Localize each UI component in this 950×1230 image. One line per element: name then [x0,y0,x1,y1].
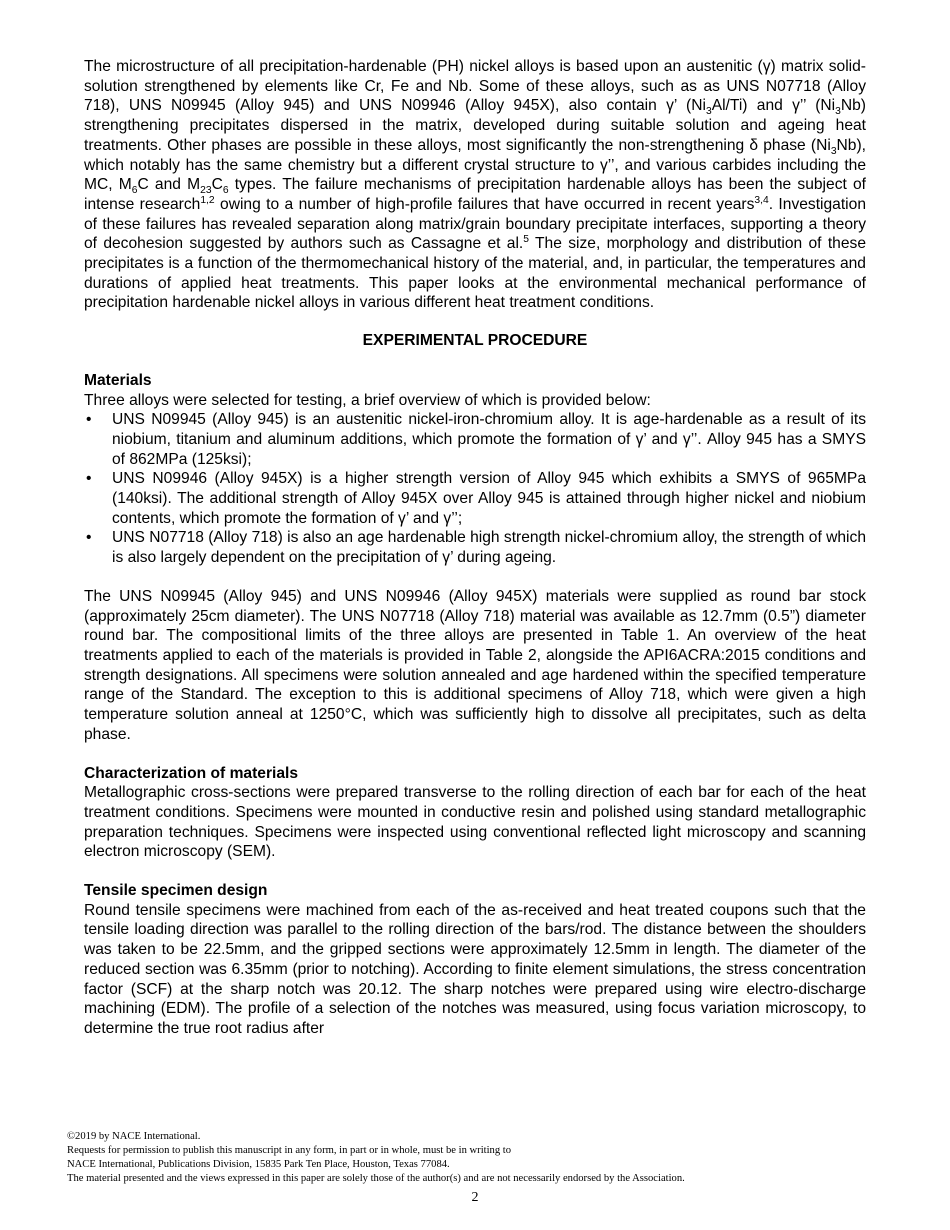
characterization-paragraph: Metallographic cross-sections were prepared transverse to the rolling direction of each bar for each of the heat treatment conditions. Specimens were mounted in conductive resin and polished using standard metallographic preparation techniques. Specimens were inspected using conventional reflected light microscopy and scanning electron microscopy (SEM). [84,784,866,861]
materials-heading: Materials [84,371,152,389]
intro-text: Al/Ti) and γ’’ (Ni [711,97,836,115]
characterization-heading: Characterization of materials [84,764,299,782]
footer-address: NACE International, Publications Division, 15835 Park Ten Place, Houston, Texas 77084. [67,1159,450,1170]
citation-superscript: 3,4 [754,194,769,206]
intro-text: Nb), which notably has the same chemistry but a different crystal structure to γ’’, and various carbides including the MC, M [84,136,866,194]
tensile-paragraph: Round tensile specimens were machined from each of the as-received and heat treated coupons such that the tensile loading direction was parallel to the rolling direction of the bars/rod. The distance between the shoulders was taken to be 22.5mm, and the gripped sections were approximately 12.5mm in length. The diameter of the reduced section was 6.35mm (prior to notching). According to finite element simulations, the stress concentration factor (SCF) at the sharp notch was 20.12. The sharp notches were prepared using wire electro-discharge machining (EDM). The profile of a selection of the notches was measured, using focus variation microscopy, to determine the true root radius after [84,901,866,1037]
footer-disclaimer: The material presented and the views expressed in this paper are solely those of the author(s) and are not necessarily endorsed by the Association. [67,1173,685,1184]
page-number: 2 [471,1190,479,1205]
intro-text: The microstructure of all precipitation-hardenable (PH) nickel alloys is based upon an austenitic (γ) matrix solid-solution strengthened by elements like Cr, Fe and Nb. Some of these alloys, such as as UNS N07718 (Alloy 718), UNS N09945 (Alloy 945) and UNS N09946 (Alloy 945X), also contain γ’ (Ni [84,58,866,115]
subscript: 6 [222,185,229,197]
list-item-text: UNS N07718 (Alloy 718) is also an age hardenable high strength nickel-chromium alloy, the strength of which is also largely dependent on the precipitation of γ’ during ageing. [112,529,866,567]
bullet: • [86,470,92,488]
list-item [84,469,866,528]
intro-text: C and M [137,176,201,194]
intro-text: types. The failure mechanisms of precipitation hardenable alloys has been the subject of intense research [84,176,867,213]
footer-permission: Requests for permission to publish this manuscript in any form, in part or in whole, must be in writing to [67,1145,512,1156]
copyright-footer [67,1130,887,1186]
list-item [84,528,866,567]
alloy-list [84,410,866,568]
list-item-text: UNS N09946 (Alloy 945X) is a higher strength version of Alloy 945 which exhibits a SMYS of 965MPa (140ksi). The additional strength of Alloy 945X over Alloy 945 is attained through higher nickel and niobium contents, which promote the formation of γ’ and γ’’; [112,470,866,527]
intro-text: . Investigation of these failures has revealed separation along matrix/grain boundary precipitate interfaces, supporting a theory of decohesion suggested by authors such as Cassagne et al. [84,195,866,253]
citation-superscript: 5 [523,234,529,246]
subscript: 23 [200,185,212,197]
tensile-heading: Tensile specimen design [84,882,268,900]
subscript: 6 [131,185,138,197]
intro-text: The size, morphology and distribution of these precipitates is a function of the thermomechanical history of the material, and, in particular, the temperatures and durations of applied heat treatments. This paper looks at the environmental mechanical performance of precipitation hardenable nickel alloys in various different heat treatment conditions. [84,235,866,312]
bullet: • [86,411,92,429]
section-title: EXPERIMENTAL PROCEDURE [362,332,588,350]
intro-text: Nb) strengthening precipitates dispersed in the matrix, developed during suitable solution and ageing heat treatments. Other phases are possible in these alloys, most significantly the non-strengthening δ phase (Ni [84,97,866,154]
footer-copyright: ©2019 by NACE International. [67,1131,201,1142]
subscript: 3 [835,106,841,118]
bullet: • [86,529,92,547]
body-text [84,57,866,1039]
list-item-text: UNS N09945 (Alloy 945) is an austenitic nickel-iron-chromium alloy. It is age-hardenable as a result of its niobium, titanium and aluminum additions, which promote the formation of γ’ and γ’’. Alloy 945 has a SMYS of 862MPa (125ksi); [112,411,866,468]
materials-lead: Three alloys were selected for testing, a brief overview of which is provided below: [84,391,651,409]
intro-text: owing to a number of high-profile failures that have occurred in recent years [214,195,755,213]
list-item [84,410,866,469]
subscript: 3 [830,145,837,157]
intro-paragraph [84,57,866,313]
materials-paragraph: The UNS N09945 (Alloy 945) and UNS N09946 (Alloy 945X) materials were supplied as round bar stock (approximately 25cm diameter). The UNS N07718 (Alloy 718) material was available as 12.7mm (0.5”) diameter round bar. The compositional limits of the three alloys are presented in Table 1. An overview of the heat treatments applied to each of the materials is provided in Table 2, alongside the API6ACRA:2015 conditions and strength designations. All specimens were solution annealed and age hardened within the specified temperature range of the Standard. The exception to this is additional specimens of Alloy 718, which were given a high temperature solution anneal at 1250°C, which was sufficiently high to dissolve all precipitates, such as delta phase. [84,587,866,743]
intro-text: C [211,176,223,194]
subscript: 3 [705,106,712,118]
citation-superscript: 1,2 [200,194,215,206]
